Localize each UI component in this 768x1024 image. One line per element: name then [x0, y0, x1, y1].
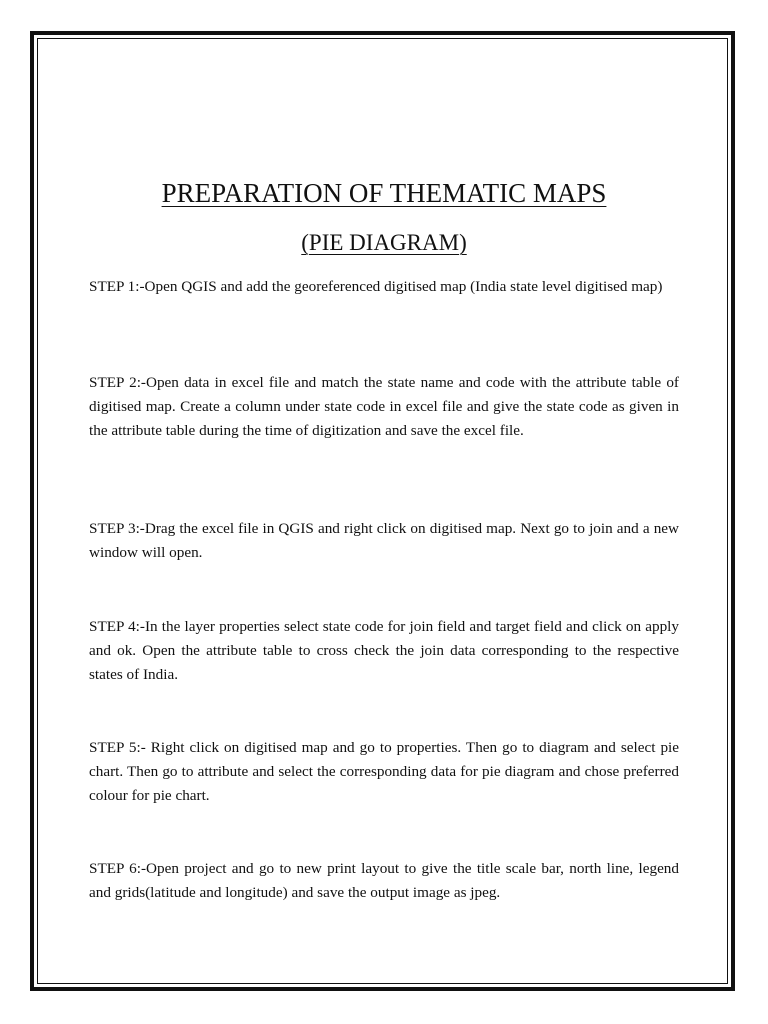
document-subtitle: (PIE DIAGRAM) — [301, 230, 467, 255]
step-3-paragraph: STEP 3:-Drag the excel file in QGIS and right click on digitised map. Next go to join and a new window will open. — [89, 520, 679, 561]
step-2-paragraph: STEP 2:-Open data in excel file and match the state name and code with the attribute table of digitised map. Create a column under state code in excel file and give the state code as given in the attribute table during the time of digitization and save the excel file. — [89, 374, 679, 439]
step-1-paragraph: STEP 1:-Open QGIS and add the georeferenced digitised map (India state level digitised map) — [89, 278, 663, 295]
step-5-paragraph: STEP 5:- Right click on digitised map and go to properties. Then go to diagram and select pie chart. Then go to attribute and select the corresponding data for pie diagram and chose preferred colour for pie chart. — [89, 739, 679, 804]
step-6-paragraph: STEP 6:-Open project and go to new print layout to give the title scale bar, north line, legend and grids(latitude and longitude) and save the output image as jpeg. — [89, 860, 679, 901]
document-title: PREPARATION OF THEMATIC MAPS — [161, 178, 607, 208]
step-4-paragraph: STEP 4:-In the layer properties select state code for join field and target field and click on apply and ok. Open the attribute table to cross check the join data corresponding to the respective states of India. — [89, 618, 679, 683]
